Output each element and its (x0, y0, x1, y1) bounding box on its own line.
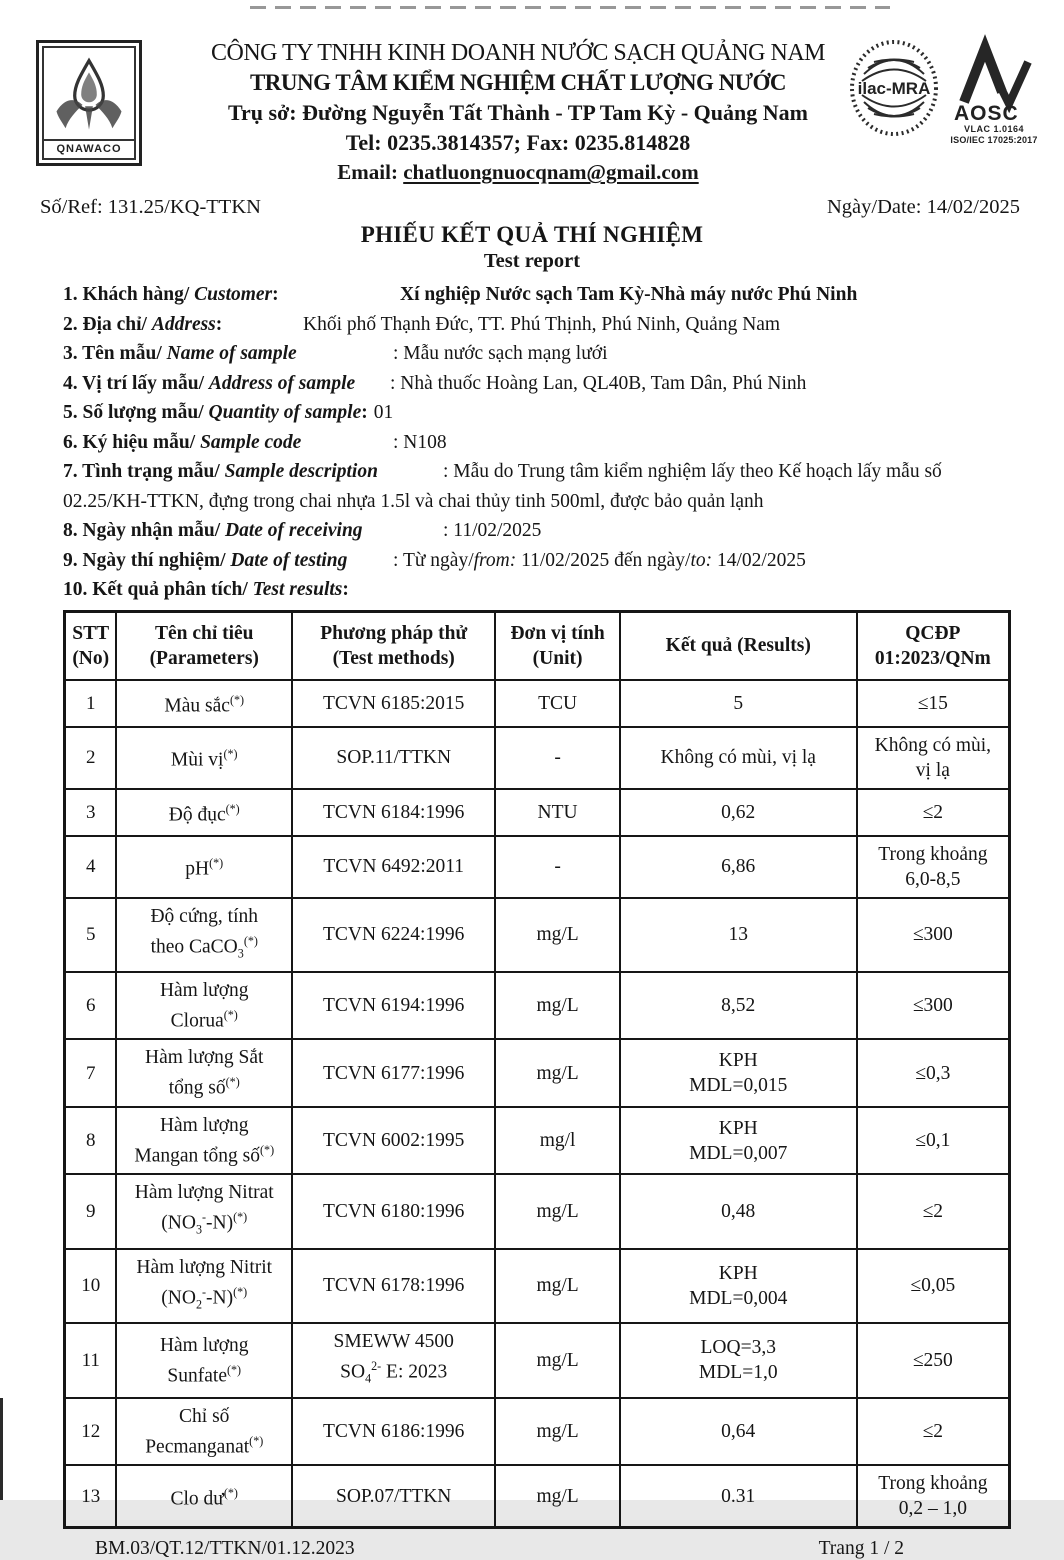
test-method: SMEWW 4500 $SO_4^{2-}$ E: 2023 (292, 1323, 495, 1397)
results-table-body (65, 680, 1010, 1528)
company-name: CÔNG TY TNHH KINH DOANH NƯỚC SẠCH QUẢNG NAM (210, 40, 826, 66)
parameter-name: pH(*) (116, 836, 292, 898)
result-value: KPH MDL=0,007 (620, 1107, 857, 1175)
result-value: KPH MDL=0,015 (620, 1039, 857, 1107)
info-item-value: : Mẫu do Trung tâm kiểm nghiệm lấy theo Kế hoạch lấy mẫu số 02.25/KH-TTKN, đựng trong chai nhựa 1.5l và chai thủy tinh 500ml, được bảo quản lạnh (63, 461, 942, 512)
ilac-mra-label: ilac-MRA (857, 79, 931, 98)
info-item-label: 7. Tình trạng mẫu/ Sample description (63, 461, 378, 482)
ilac-mra-logo-icon (848, 38, 940, 138)
head-email-line (188, 160, 848, 185)
aosc-logo-icon (946, 38, 1042, 147)
result-value: 0,64 (620, 1398, 857, 1466)
limit-value: ≤2 (857, 789, 1010, 836)
result-value: 0.31 (620, 1465, 857, 1528)
info-item-9 (63, 546, 1024, 576)
parameter-name: Chỉ số Pecmanganat(*) (116, 1398, 292, 1466)
result-value: 5 (620, 680, 857, 727)
test-method: TCVN 6194:1996 (292, 972, 495, 1040)
limit-value: ≤0,05 (857, 1249, 1010, 1323)
table-row (65, 898, 1010, 972)
parameter-name: Hàm lượng Nitrat $(NO_3^--N)^{(*)}$ (116, 1174, 292, 1248)
unit: - (495, 727, 619, 789)
parameter-name: Hàm lượng Sunfate(*) (116, 1323, 292, 1397)
email-address: chatluongnuocqnam@gmail.com (403, 160, 699, 184)
limit-value: ≤0,1 (857, 1107, 1010, 1175)
result-value: 13 (620, 898, 857, 972)
table-row (65, 1465, 1010, 1528)
row-number: 11 (65, 1323, 117, 1397)
center-name: TRUNG TÂM KIỂM NGHIỆM CHẤT LƯỢNG NƯỚC (249, 70, 787, 95)
limit-value: ≤250 (857, 1323, 1010, 1397)
parameter-name: Hàm lượng Nitrit $(NO_2^--N)^{(*)}$ (116, 1249, 292, 1323)
result-value: KPH MDL=0,004 (620, 1249, 857, 1323)
info-item-value: : N108 (393, 431, 447, 453)
ref-date-row (40, 196, 1020, 219)
row-number: 13 (65, 1465, 117, 1528)
test-method: SOP.07/TTKN (292, 1465, 495, 1528)
form-code: BM.03/QT.12/TTKN/01.12.2023 (95, 1538, 355, 1560)
table-row (65, 789, 1010, 836)
result-value: 0,62 (620, 789, 857, 836)
unit: mg/L (495, 1249, 619, 1323)
unit: TCU (495, 680, 619, 727)
unit: mg/L (495, 1465, 619, 1528)
info-item-6 (63, 428, 1024, 458)
table-row (65, 1107, 1010, 1175)
head-telfax: Tel: 0235.3814357; Fax: 0235.814828 (345, 130, 691, 155)
row-number: 5 (65, 898, 117, 972)
qnawaco-logo-inner (42, 46, 136, 160)
document-subtitle: Test report (483, 250, 581, 272)
limit-value: ≤300 (857, 972, 1010, 1040)
info-list (63, 280, 1024, 605)
info-item-label: 1. Khách hàng/ Customer: (63, 284, 279, 305)
row-number: 1 (65, 680, 117, 727)
table-row (65, 727, 1010, 789)
test-method: TCVN 6184:1996 (292, 789, 495, 836)
unit: mg/L (495, 1039, 619, 1107)
table-row (65, 1039, 1010, 1107)
info-item-label: 6. Ký hiệu mẫu/ Sample code (63, 431, 302, 453)
document-title: PHIẾU KẾT QUẢ THÍ NGHIỆM (360, 222, 704, 247)
info-item-8 (63, 516, 1024, 546)
info-item-label: 2. Địa chỉ/ Address: (63, 313, 223, 335)
test-method: TCVN 6492:2011 (292, 836, 495, 898)
unit: mg/L (495, 1398, 619, 1466)
limit-value: ≤300 (857, 898, 1010, 972)
page-number: Trang 1 / 2 (818, 1538, 904, 1560)
letterhead-text (188, 40, 848, 185)
parameter-name: Mùi vị(*) (116, 727, 292, 789)
water-drop-hands-icon (50, 50, 128, 139)
info-item-1 (63, 280, 1024, 310)
row-number: 12 (65, 1398, 117, 1466)
test-method: TCVN 6180:1996 (292, 1174, 495, 1248)
info-item-label: 10. Kết quả phân tích/ Test results: (63, 579, 349, 600)
column-header: Kết quả (Results) (620, 611, 857, 680)
row-number: 3 (65, 789, 117, 836)
page-footer (95, 1538, 904, 1560)
unit: mg/L (495, 1174, 619, 1248)
document-ref: Số/Ref: 131.25/KQ-TTKN (40, 196, 261, 218)
test-method: TCVN 6178:1996 (292, 1249, 495, 1323)
row-number: 7 (65, 1039, 117, 1107)
parameter-name: Hàm lượng Sắt tổng số(*) (116, 1039, 292, 1107)
scan-artifact-left-line (0, 1398, 3, 1500)
accreditation-logos (848, 38, 1042, 147)
info-item-label: 3. Tên mẫu/ Name of sample (63, 343, 297, 364)
column-header: Phương pháp thử (Test methods) (292, 611, 495, 680)
unit: mg/L (495, 972, 619, 1040)
test-method: TCVN 6186:1996 (292, 1398, 495, 1466)
info-item-value: 01 (373, 402, 394, 423)
limit-value: ≤2 (857, 1174, 1010, 1248)
info-item-4 (63, 369, 1024, 399)
info-item-label: 8. Ngày nhận mẫu/ Date of receiving (63, 520, 363, 541)
results-table (63, 610, 1011, 1530)
result-value: Không có mùi, vị lạ (620, 727, 857, 789)
info-item-label: 9. Ngày thí nghiệm/ Date of testing (63, 549, 348, 571)
result-value: 6,86 (620, 836, 857, 898)
limit-value: ≤0,3 (857, 1039, 1010, 1107)
info-item-value: Xí nghiệp Nước sạch Tam Kỳ-Nhà máy nước Phú Ninh (400, 284, 858, 305)
column-header: Tên chỉ tiêu (Parameters) (116, 611, 292, 680)
test-method: TCVN 6002:1995 (292, 1107, 495, 1175)
test-method: TCVN 6224:1996 (292, 898, 495, 972)
info-item-label: 4. Vị trí lấy mẫu/ Address of sample (63, 372, 356, 394)
results-table-head (65, 611, 1010, 680)
row-number: 9 (65, 1174, 117, 1248)
row-number: 4 (65, 836, 117, 898)
result-value: 8,52 (620, 972, 857, 1040)
limit-value: ≤2 (857, 1398, 1010, 1466)
info-item-value: : 11/02/2025 (443, 520, 542, 541)
parameter-name: Hàm lượng Clorua(*) (116, 972, 292, 1040)
info-item-5 (63, 398, 1024, 428)
unit: mg/l (495, 1107, 619, 1175)
limit-value: Trong khoảng 0,2 – 1,0 (857, 1465, 1010, 1528)
aosc-label: AOSC (954, 102, 1019, 125)
table-row (65, 972, 1010, 1040)
aosc-iso-number: ISO/IEC 17025:2017 (950, 135, 1038, 146)
document-date: Ngày/Date: 14/02/2025 (826, 196, 1020, 218)
info-item-3 (63, 339, 1024, 369)
row-number: 6 (65, 972, 117, 1040)
result-value: LOQ=3,3 MDL=1,0 (620, 1323, 857, 1397)
aosc-vlac-number: VLAC 1.0164 (963, 124, 1025, 134)
limit-value: Không có mùi, vị lạ (857, 727, 1010, 789)
result-value: 0,48 (620, 1174, 857, 1248)
parameter-name: Clo dư(*) (116, 1465, 292, 1528)
column-header: Đơn vị tính (Unit) (495, 611, 619, 680)
parameter-name: Độ cứng, tính theo CaCO$_3$(*) (116, 898, 292, 972)
head-address: Trụ sở: Đường Nguyễn Tất Thành - TP Tam Kỳ - Quảng Nam (228, 100, 808, 125)
column-header: QCĐP 01:2023/QNm (857, 611, 1010, 680)
table-row (65, 1174, 1010, 1248)
test-method: SOP.11/TTKN (292, 727, 495, 789)
info-item-value: : Mẫu nước sạch mạng lưới (393, 343, 608, 364)
table-row (65, 680, 1010, 727)
unit: - (495, 836, 619, 898)
row-number: 10 (65, 1249, 117, 1323)
info-item-label: 5. Số lượng mẫu/ Quantity of sample: (63, 402, 368, 423)
test-method: TCVN 6177:1996 (292, 1039, 495, 1107)
table-row (65, 1398, 1010, 1466)
table-row (65, 1249, 1010, 1323)
column-header: STT (No) (65, 611, 117, 680)
row-number: 2 (65, 727, 117, 789)
parameter-name: Độ đục(*) (116, 789, 292, 836)
limit-value: Trong khoảng 6,0-8,5 (857, 836, 1010, 898)
info-item-value: : Nhà thuốc Hoàng Lan, QL40B, Tam Dân, Phú Ninh (390, 372, 807, 394)
info-item-7 (63, 457, 1024, 516)
info-item-value: Khối phố Thạnh Đức, TT. Phú Thịnh, Phú Ninh, Quảng Nam (303, 313, 781, 335)
header-row (65, 611, 1010, 680)
info-item-2 (63, 310, 1024, 340)
table-row (65, 836, 1010, 898)
test-method: TCVN 6185:2015 (292, 680, 495, 727)
table-row (65, 1323, 1010, 1397)
email-label: Email: (337, 160, 404, 184)
unit: NTU (495, 789, 619, 836)
unit: mg/L (495, 898, 619, 972)
parameter-name: Màu sắc(*) (116, 680, 292, 727)
info-item-10 (63, 575, 1024, 605)
parameter-name: Hàm lượng Mangan tổng số(*) (116, 1107, 292, 1175)
qnawaco-logo-label: QNAWACO (44, 139, 134, 158)
qnawaco-logo-icon (36, 40, 142, 166)
unit: mg/L (495, 1323, 619, 1397)
letterhead (0, 0, 1064, 190)
limit-value: ≤15 (857, 680, 1010, 727)
info-item-value: : Từ ngày/from: 11/02/2025 đến ngày/to: 14/02/2025 (393, 549, 806, 571)
row-number: 8 (65, 1107, 117, 1175)
